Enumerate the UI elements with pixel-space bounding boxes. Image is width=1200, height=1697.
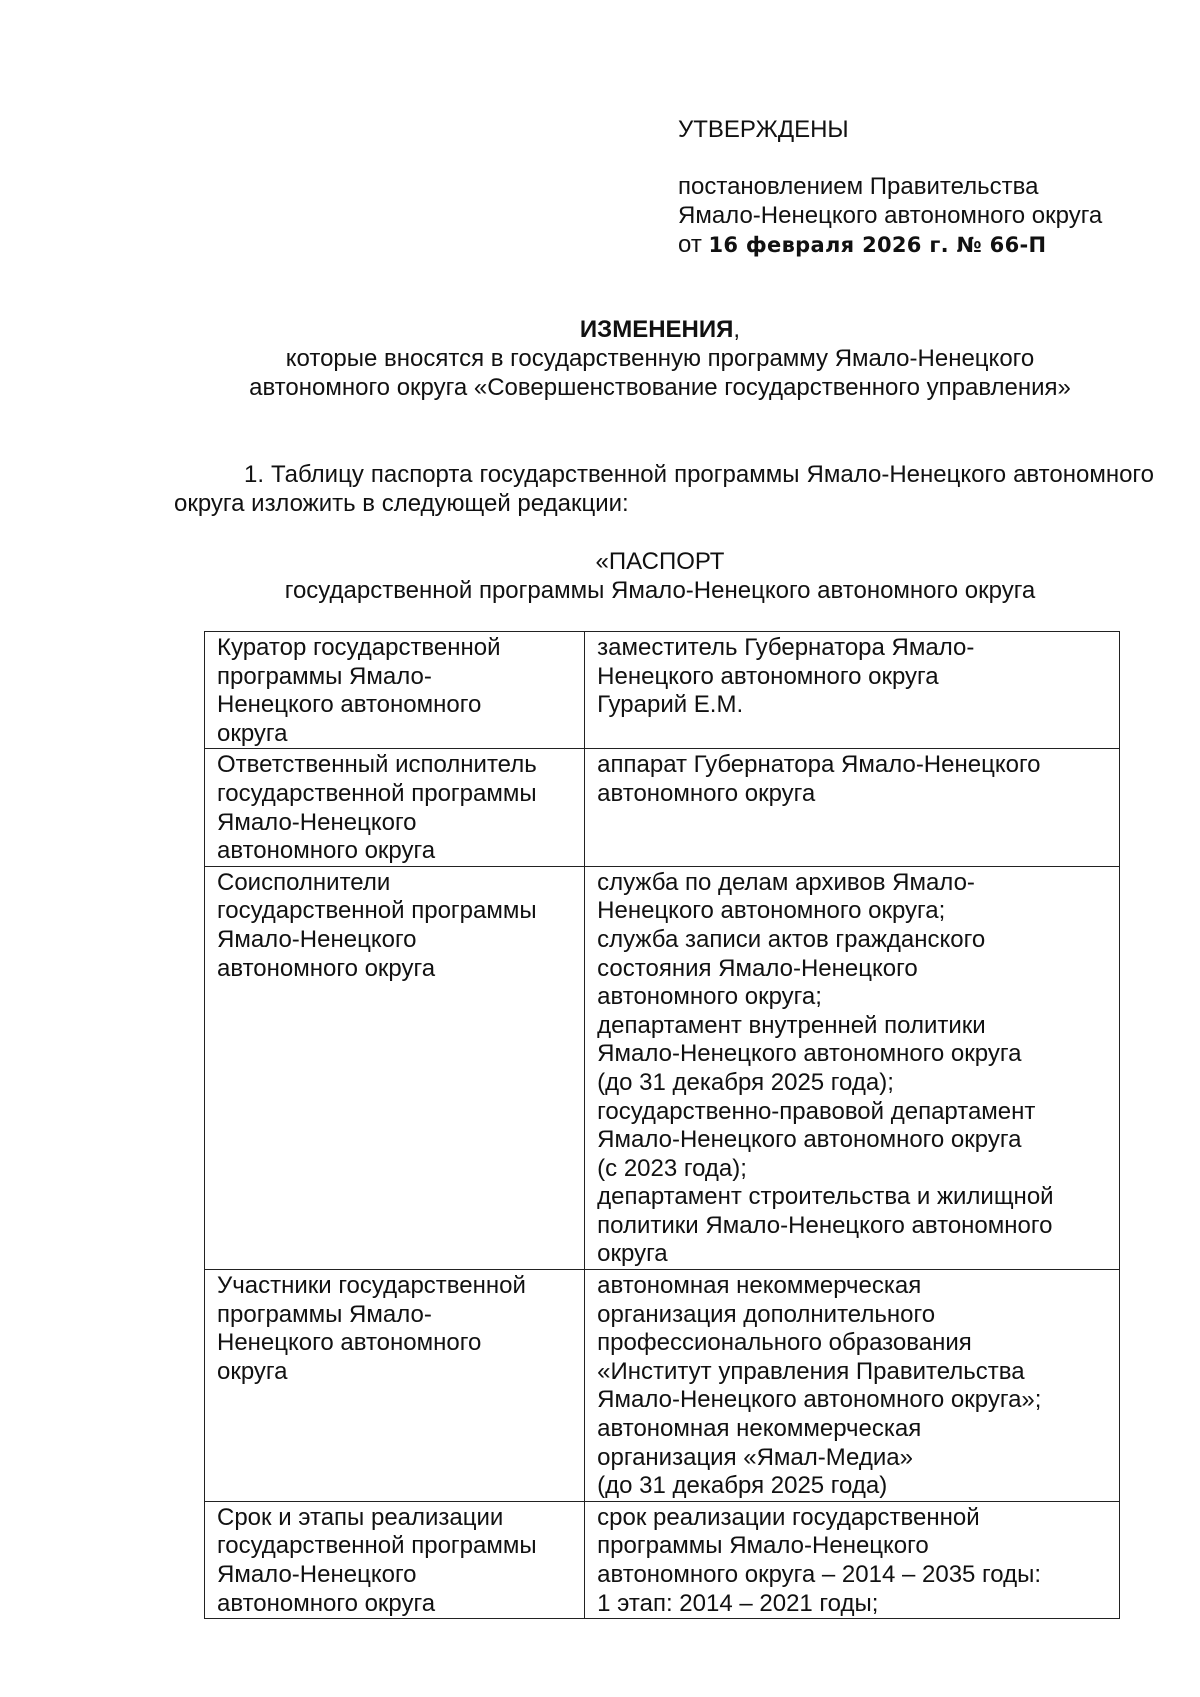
passport-table-body <box>205 632 1120 1619</box>
table-cell-label <box>205 1270 585 1502</box>
cell-text-line: организация дополнительного <box>597 1300 936 1328</box>
cell-text-line: Гурарий Е.М. <box>597 691 744 719</box>
table-row <box>205 632 1120 749</box>
cell-text-line: служба по делам архивов Ямало- <box>597 868 975 896</box>
table-cell-label <box>205 866 585 1269</box>
cell-text-line: автономного округа <box>597 779 816 807</box>
cell-text-line: «Институт управления Правительства <box>597 1357 1025 1385</box>
cell-text-line: государственной программы <box>217 1532 537 1560</box>
table-cell-value <box>585 1501 1120 1618</box>
cell-text-line: государственной программы <box>217 897 537 925</box>
cell-text-line: округа <box>597 1240 668 1268</box>
cell-text-line: программы Ямало- <box>217 662 432 690</box>
cell-text-line: государственно-правовой департамент <box>597 1097 1036 1125</box>
cell-text-line: программы Ямало-Ненецкого <box>597 1532 929 1560</box>
changes-title-suffix: , <box>733 316 741 343</box>
cell-text-line: Ямало-Ненецкого <box>217 808 417 836</box>
cell-text-line: Ямало-Ненецкого автономного округа <box>597 1126 1022 1154</box>
table-cell-value <box>585 866 1120 1269</box>
table-row <box>205 749 1120 866</box>
cell-text-line: автономная некоммерческая <box>597 1272 922 1300</box>
cell-text-line: государственной программы <box>217 779 537 807</box>
table-row <box>205 1501 1120 1618</box>
passport-subtitle: государственной программы Ямало-Ненецкого автономного округа <box>284 577 1036 604</box>
approval-line: Ямало-Ненецкого автономного округа <box>678 202 1103 229</box>
cell-text-line: служба записи актов гражданского <box>597 925 986 953</box>
table-cell-value <box>585 749 1120 866</box>
cell-text-line: Ямало-Ненецкого автономного округа»; <box>597 1386 1042 1414</box>
cell-text-line: состояния Ямало-Ненецкого <box>597 954 918 982</box>
table-cell-value <box>585 1270 1120 1502</box>
cell-text-line: Ямало-Ненецкого автономного округа <box>597 1040 1022 1068</box>
table-row <box>205 866 1120 1269</box>
date-prefix: от <box>678 231 702 258</box>
cell-text-line: 1 этап: 2014 – 2021 годы; <box>597 1589 879 1617</box>
cell-text-line: Соисполнители <box>217 868 391 896</box>
cell-text-line: Куратор государственной <box>217 634 501 661</box>
cell-text-line: Ненецкого автономного округа; <box>597 897 946 925</box>
cell-text-line: программы Ямало- <box>217 1300 432 1328</box>
cell-text-line: автономного округа <box>217 837 436 865</box>
cell-text-line: политики Ямало-Ненецкого автономного <box>597 1211 1053 1239</box>
cell-text-line: департамент внутренней политики <box>597 1011 986 1039</box>
cell-text-line: (с 2023 года); <box>597 1154 747 1182</box>
cell-text-line: округа <box>217 1357 288 1385</box>
cell-text-line: (до 31 декабря 2025 года) <box>597 1472 888 1500</box>
changes-subtitle-line: которые вносятся в государственную программу Ямало-Ненецкого <box>285 345 1035 372</box>
cell-text-line: департамент строительства и жилищной <box>597 1183 1054 1211</box>
cell-text-line: автономная некоммерческая <box>597 1415 922 1443</box>
approved-heading: УТВЕРЖДЕНЫ <box>678 116 849 143</box>
table-cell-label <box>205 749 585 866</box>
cell-text-line: профессионального образования <box>597 1329 972 1357</box>
cell-text-line: Ненецкого автономного <box>217 1329 482 1357</box>
cell-text-line: срок реализации государственной <box>597 1503 980 1531</box>
cell-text-line: Участники государственной <box>217 1272 526 1300</box>
changes-title: ИЗМЕНЕНИЯ <box>579 316 734 343</box>
table-cell-value <box>585 632 1120 749</box>
changes-title-line <box>170 315 1150 344</box>
table-cell-label <box>205 632 585 749</box>
approval-line: постановлением Правительства <box>678 173 1039 200</box>
changes-subtitle-line: автономного округа «Совершенствование государственного управления» <box>249 374 1071 401</box>
cell-text-line: Ответственный исполнитель <box>217 751 537 779</box>
cell-text-line: аппарат Губернатора Ямало-Ненецкого <box>597 751 1041 779</box>
table-row <box>205 1270 1120 1502</box>
changes-header <box>170 315 1150 402</box>
cell-text-line: автономного округа <box>217 954 436 982</box>
cell-text-line: округа <box>217 719 288 747</box>
passport-header <box>170 547 1150 605</box>
cell-text-line: Ямало-Ненецкого <box>217 1561 417 1588</box>
approval-date-line <box>678 230 1178 260</box>
passport-title: «ПАСПОРТ <box>595 548 725 575</box>
cell-text-line: Ненецкого автономного <box>217 691 482 719</box>
cell-text-line: автономного округа – 2014 – 2035 годы: <box>597 1561 1042 1588</box>
cell-text-line: автономного округа; <box>597 983 822 1011</box>
cell-text-line: (до 31 декабря 2025 года); <box>597 1068 894 1096</box>
resolution-date-number: 16 февраля 2026 г. № 66-П <box>708 233 1047 257</box>
cell-text-line: автономного округа <box>217 1589 436 1617</box>
cell-text-line: организация «Ямал-Медиа» <box>597 1443 913 1471</box>
cell-text-line: Ненецкого автономного округа <box>597 662 939 690</box>
cell-text-line: Ямало-Ненецкого <box>217 925 417 953</box>
table-cell-label <box>205 1501 585 1618</box>
item-1-paragraph: 1. Таблицу паспорта государственной программы Ямало-Ненецкого автономного округа изложить в следующей редакции: <box>174 461 1154 517</box>
passport-table <box>204 631 1120 1619</box>
cell-text-line: Срок и этапы реализации <box>217 1503 504 1531</box>
approval-block <box>678 115 1178 260</box>
cell-text-line: заместитель Губернатора Ямало- <box>597 634 975 661</box>
